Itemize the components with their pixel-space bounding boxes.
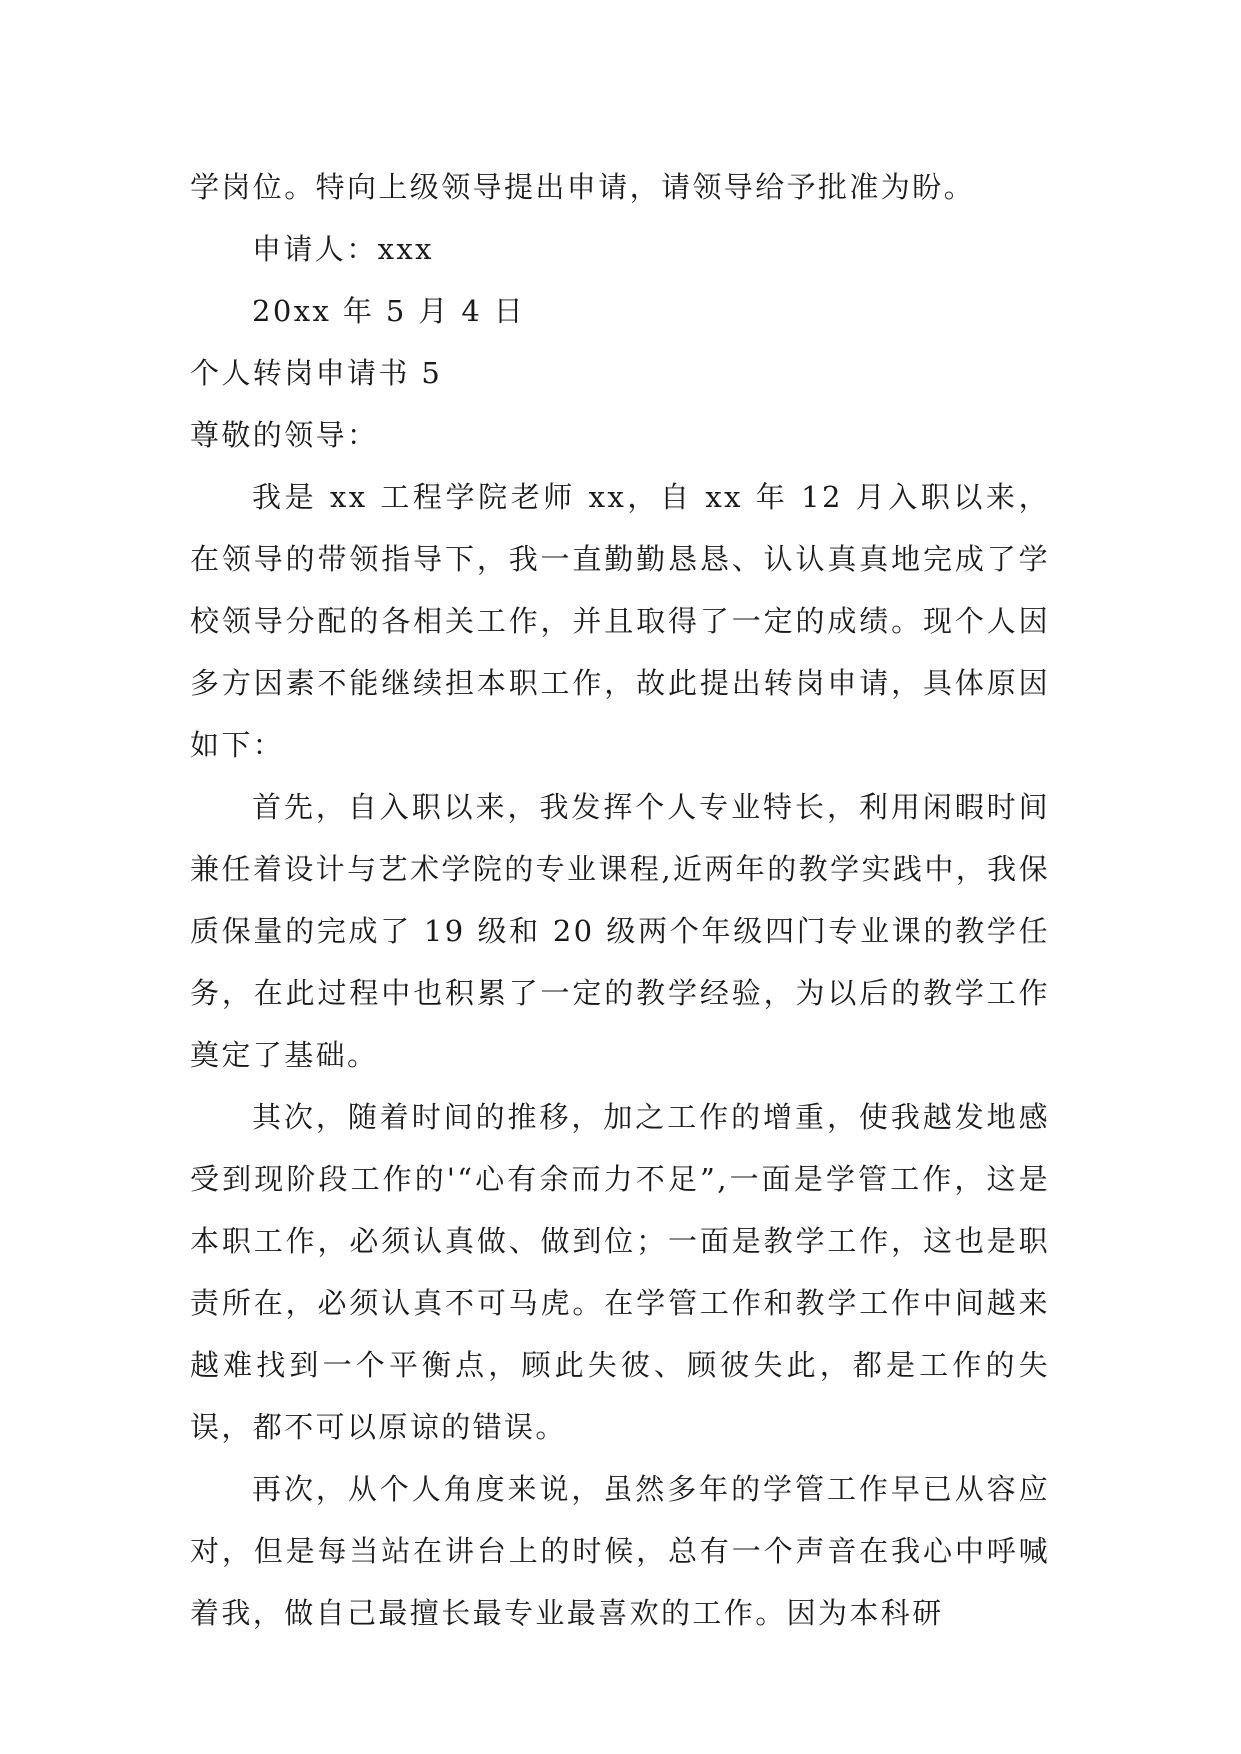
paragraph-second-reason: 其次，随着时间的推移，加之工作的增重，使我越发地感受到现阶段工作的'“心有余而力不足”,一面是学管工作，这是本职工作，必须认真做、做到位；一面是教学工作，这也是职责所在，必须认真不可马虎。在学管工作和教学工作中间越来越难找到一个平衡点，顾此失彼、顾彼失此，都是工作的失误，都不可以原谅的错误。 — [190, 1100, 1050, 1444]
applicant-line: 申请人：xxx — [252, 232, 434, 266]
date-line: 20xx 年 5 月 4 日 — [252, 294, 526, 328]
paragraph-third-reason: 再次，从个人角度来说，虽然多年的学管工作早已从容应对，但是每当站在讲台上的时候，总有一个声音在我心中呼喊着我，做自己最擅长最专业最喜欢的工作。因为本科研 — [190, 1472, 1050, 1630]
continued-line: 学岗位。特向上级领导提出申请，请领导给予批准为盼。 — [190, 170, 976, 204]
document-title: 个人转岗申请书 5 — [190, 356, 443, 390]
paragraph-first-reason: 首先，自入职以来，我发挥个人专业特长，利用闲暇时间兼任着设计与艺术学院的专业课程,近两年的教学实践中，我保质保量的完成了 19 级和 20 级两个年级四门专业课的教学任务，在此过程中也积累了一定的教学经验，为以后的教学工作奠定了基础。 — [190, 790, 1050, 1072]
document-body — [190, 156, 1050, 1644]
salutation: 尊敬的领导： — [190, 418, 379, 452]
paragraph-intro: 我是 xx 工程学院老师 xx，自 xx 年 12 月入职以来，在领导的带领指导下，我一直勤勤恳恳、认认真真地完成了学校领导分配的各相关工作，并且取得了一定的成绩。现个人因多方因素不能继续担本职工作，故此提出转岗申请，具体原因如下： — [190, 480, 1050, 762]
